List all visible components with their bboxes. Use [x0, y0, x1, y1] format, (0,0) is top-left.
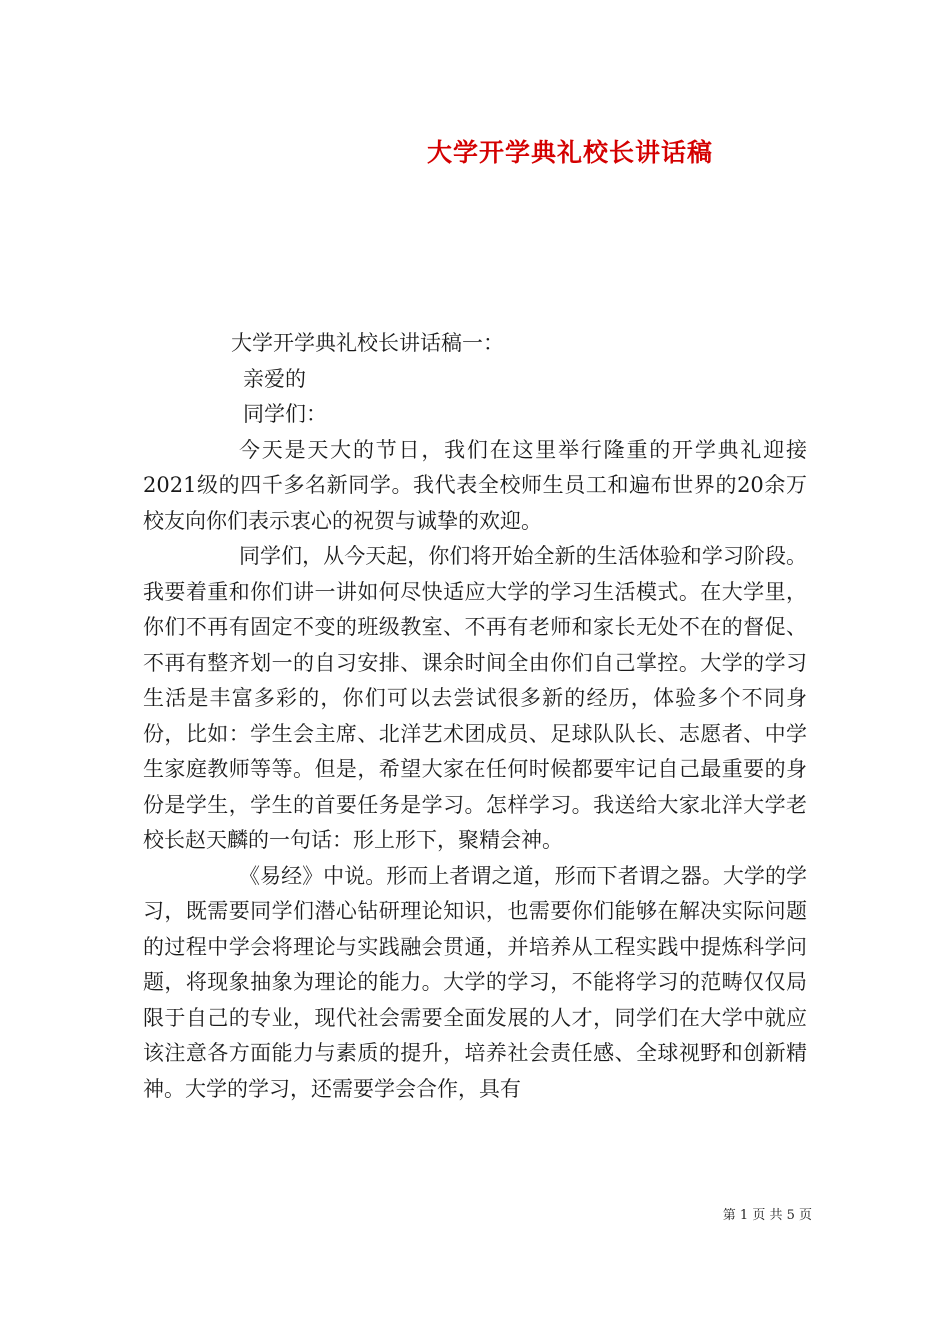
page-footer: 第 1 页 共 5 页 [722, 1208, 812, 1223]
section-heading: 大学开学典礼校长讲话稿一： [231, 331, 504, 355]
paragraph-2: 同学们，从今天起，你们将开始全新的生活体验和学习阶段。我要着重和你们讲一讲如何尽快适应大学的学习生活模式。在大学里，你们不再有固定不变的班级教室、不再有老师和家长无处不在的督促、不再有整齐划一的自习安排、课余时间全由你们自己掌控。大学的学习生活是丰富多彩的，你们可以去尝试很多新的经历，体验多个不同身份，比如：学生会主席、北洋艺术团成员、足球队队长、志愿者、中学生家庭教师等等。但是，希望大家在任何时候都要牢记自己最重要的身份是学生，学生的首要任务是学习。怎样学习。我送给大家北洋大学老校长赵天麟的一句话：形上形下，聚精会神。 [143, 544, 807, 852]
paragraph-1: 今天是天大的节日，我们在这里举行隆重的开学典礼迎接2021级的四千多名新同学。我代表全校师生员工和遍布世界的20余万校友向你们表示衷心的祝贺与诚挚的欢迎。 [143, 437, 807, 533]
salutation-line-2: 同学们： [243, 402, 327, 426]
paragraph-3: 《易经》中说。形而上者谓之道，形而下者谓之器。大学的学习，既需要同学们潜心钻研理论知识，也需要你们能够在解决实际问题的过程中学会将理论与实践融会贯通，并培养从工程实践中提炼科学问题，将现象抽象为理论的能力。大学的学习，不能将学习的范畴仅仅局限于自己的专业，现代社会需要全面发展的人才，同学们在大学中就应该注意各方面能力与素质的提升，培养社会责任感、全球视野和创新精神。大学的学习，还需要学会合作，具有 [143, 863, 807, 1101]
document-title: 大学开学典礼校长讲话稿 [426, 138, 713, 167]
document-body [143, 326, 807, 1107]
salutation-line-1: 亲爱的 [243, 366, 306, 391]
